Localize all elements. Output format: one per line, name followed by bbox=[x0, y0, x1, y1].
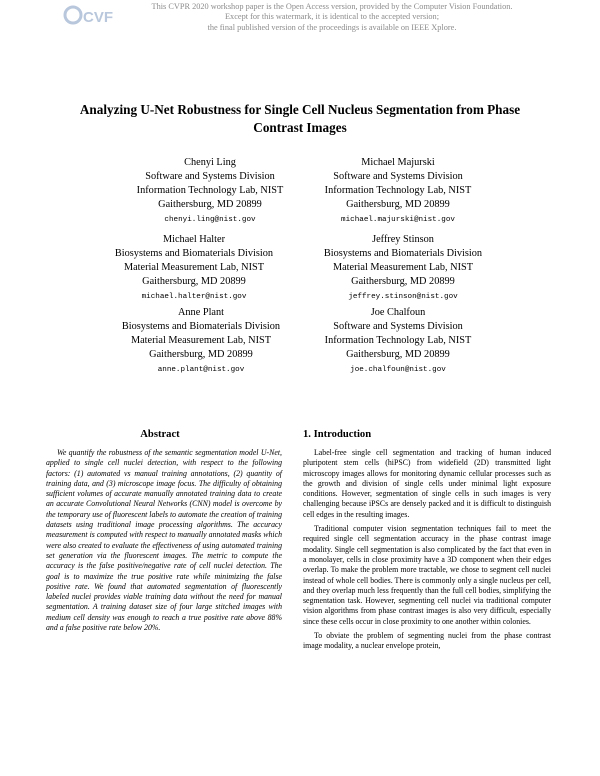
author-email: jeffrey.stinson@nist.gov bbox=[348, 293, 458, 301]
abstract-text: We quantify the robustness of the semantic segmentation model U-Net, applied to single cell nuclei detection, with respect to the following factors: (1) automated vs manual training annotations, (2) quantity of training data, and (3) microscope image focus. The difficulty of obtaining sufficient volumes of accurate manually annotated training data to create an accurate Convolutional Neural Networks (CNN) model is overcome by the temporary use of fluorescent labels to automate the creation of training datasets using traditional image processing algorithms. The accuracy measurement is computed with respect to manually annotated masks which were also created to evaluate the effectiveness of using automated training set generation via the fluorescent images. The metric to compute the accuracy is the false positive/negative rate of cell nuclei detection. The goal is to maximize the true positive rate while minimizing the false positive rate. We found that automated segmentation of fluorescently labeled nuclei provides viable training data without the need for manual segmentation. A training dataset size of four large stitched images with medium cell density was enough to reach a true positive rate above 88% and a false positive rate below 20%. bbox=[46, 448, 282, 633]
author-dept: Biosystems and Biomaterials Division bbox=[323, 248, 483, 259]
author-city: Gaithersburg, MD 20899 bbox=[351, 276, 455, 287]
abstract-body bbox=[46, 448, 282, 633]
author-city: Gaithersburg, MD 20899 bbox=[149, 349, 253, 360]
author-lab: Material Measurement Lab, NIST bbox=[332, 262, 474, 273]
author-name: Jeffrey Stinson bbox=[372, 234, 434, 245]
title-line-1: Analyzing U-Net Robustness for Single Cell Nucleus Segmentation from Phase bbox=[79, 102, 521, 117]
cvf-logo-text: CVF bbox=[83, 9, 113, 26]
author-lab: Information Technology Lab, NIST bbox=[324, 335, 472, 346]
watermark-line: This CVPR 2020 workshop paper is the Open Access version, provided by the Computer Vision Foundation. bbox=[151, 2, 513, 11]
author-name: Anne Plant bbox=[177, 307, 225, 318]
intro-paragraph: To obviate the problem of segmenting nuclei from the phase contrast image modality, a nuclear envelope protein, bbox=[303, 631, 551, 651]
abstract-heading: Abstract bbox=[140, 429, 180, 440]
author-dept: Biosystems and Biomaterials Division bbox=[114, 248, 274, 259]
author-dept: Biosystems and Biomaterials Division bbox=[121, 321, 281, 332]
author-dept: Software and Systems Division bbox=[145, 171, 275, 182]
author-email: chenyi.ling@nist.gov bbox=[164, 216, 256, 224]
author-block bbox=[74, 233, 314, 304]
author-email: anne.plant@nist.gov bbox=[157, 366, 245, 374]
author-dept: Software and Systems Division bbox=[333, 171, 463, 182]
author-block bbox=[278, 306, 518, 377]
introduction-heading: 1. Introduction bbox=[303, 429, 372, 440]
author-lab: Material Measurement Lab, NIST bbox=[123, 262, 265, 273]
author-city: Gaithersburg, MD 20899 bbox=[142, 276, 246, 287]
author-email: joe.chalfoun@nist.gov bbox=[350, 366, 446, 374]
author-email: michael.majurski@nist.gov bbox=[341, 216, 455, 224]
author-name: Chenyi Ling bbox=[184, 157, 236, 168]
title-line-2: Contrast Images bbox=[253, 119, 347, 135]
author-lab: Material Measurement Lab, NIST bbox=[130, 335, 272, 346]
author-city: Gaithersburg, MD 20899 bbox=[346, 349, 450, 360]
author-dept: Software and Systems Division bbox=[333, 321, 463, 332]
author-city: Gaithersburg, MD 20899 bbox=[158, 199, 262, 210]
watermark-notice bbox=[112, 2, 552, 33]
author-name: Joe Chalfoun bbox=[370, 307, 426, 318]
watermark-line: the final published version of the proceedings is available on IEEE Xplore. bbox=[207, 22, 457, 32]
author-city: Gaithersburg, MD 20899 bbox=[346, 199, 450, 210]
author-block bbox=[278, 156, 518, 227]
intro-paragraph: Traditional computer vision segmentation techniques fail to meet the required single cell segmentation accuracy in the phase contrast image modality. Single cell segmentation is also complicated by the fact that even in a monolayer, cells in close proximity have a 3D component when their edges overlap. To make the problem more tractable, we chose to segment cell nuclei instead of whole cell bodies. There is commonly only a single nucleus per cell, and they overlap much less frequently than the full cell bodies, simplifying the segmentation task. However, segmenting cell nuclei via traditional computer vision algorithms from phase contrast images is also very difficult, especially since these cells occur in close proximity to one another within colonies. bbox=[303, 524, 551, 626]
introduction-body bbox=[303, 448, 551, 652]
cvf-logo bbox=[64, 4, 113, 26]
author-lab: Information Technology Lab, NIST bbox=[136, 185, 284, 196]
paper-title bbox=[40, 101, 560, 136]
watermark-line: Except for this watermark, it is identical to the accepted version; bbox=[224, 12, 440, 22]
author-name: Michael Majurski bbox=[361, 157, 435, 168]
author-email: michael.halter@nist.gov bbox=[141, 293, 247, 301]
author-name: Michael Halter bbox=[162, 234, 226, 245]
author-block bbox=[283, 233, 523, 304]
intro-paragraph: Label-free single cell segmentation and tracking of human induced pluripotent stem cells (hiPSC) from widefield (2D) transmitted light microscopy images allows for monitoring dynamic cellular processes such as the growth and division of single cells under minimal light exposure conditions. However, segmentation of single cells in such images is very challenging because iPSCs are densely packed and it is difficult to distinguish cell edges in the resulting images. bbox=[303, 448, 551, 519]
author-lab: Information Technology Lab, NIST bbox=[324, 185, 472, 196]
